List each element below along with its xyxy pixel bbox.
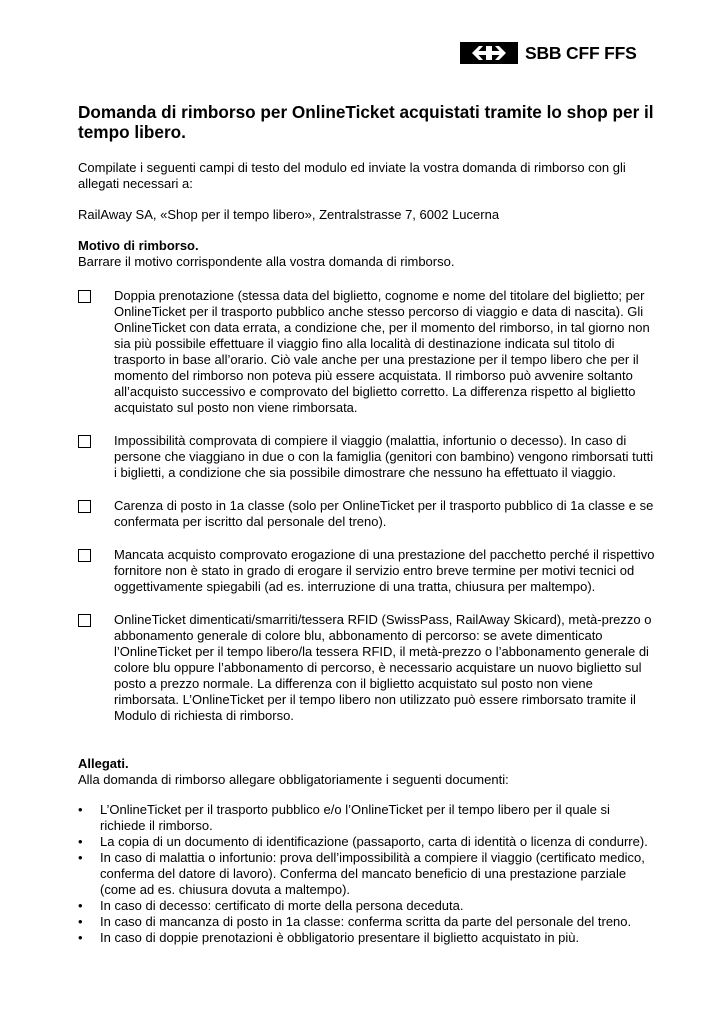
list-item-text: L’OnlineTicket per il trasporto pubblico e/o l’OnlineTicket per il tempo libero per il quale si richiede il rimborso. bbox=[100, 802, 610, 833]
bullet-icon: • bbox=[78, 850, 83, 865]
address-text: RailAway SA, «Shop per il tempo libero», Zentralstrasse 7, 6002 Lucerna bbox=[78, 207, 500, 222]
bullet-icon: • bbox=[78, 898, 83, 913]
list-item bbox=[78, 834, 658, 850]
sbb-arrows-svg bbox=[472, 46, 506, 60]
motivo-heading: Motivo di rimborso. bbox=[78, 238, 199, 253]
option-text: Carenza di posto in 1a classe (solo per OnlineTicket per il trasporto pubblico di 1a classe e se confermata per iscritto dal personale del treno). bbox=[114, 498, 654, 529]
option-doppia-prenotazione bbox=[78, 288, 658, 416]
sbb-logo bbox=[460, 42, 637, 64]
intro-text: Compilate i seguenti campi di testo del modulo ed inviate la vostra domanda di rimborso con gli allegati necessari a: bbox=[78, 160, 626, 191]
option-text: Impossibilità comprovata di compiere il viaggio (malattia, infortunio o decesso). In caso di persone che viaggiano in due o con la famiglia (genitori con bambino) vengono rimborsati tutti i biglietti, a condizione che sia possibile dimostrare che nessuno ha effettuato il viaggio. bbox=[114, 433, 654, 480]
bullet-icon: • bbox=[78, 834, 83, 849]
document-body bbox=[78, 102, 658, 946]
motivo-section bbox=[78, 238, 658, 724]
allegati-section bbox=[78, 756, 658, 946]
bullet-icon: • bbox=[78, 914, 83, 929]
option-impossibilita bbox=[78, 433, 658, 481]
page-title: Domanda di rimborso per OnlineTicket acquistati tramite lo shop per il tempo libero. bbox=[78, 102, 654, 142]
allegati-instruction: Alla domanda di rimborso allegare obbligatoriamente i seguenti documenti: bbox=[78, 772, 509, 787]
bullet-icon: • bbox=[78, 930, 83, 945]
checkbox-carenza-posto[interactable] bbox=[78, 500, 91, 513]
list-item-text: In caso di doppie prenotazioni è obbligatorio presentare il biglietto acquistato in più. bbox=[100, 930, 580, 945]
option-mancata-erogazione bbox=[78, 547, 658, 595]
option-dimenticati bbox=[78, 612, 658, 724]
sbb-logo-text: SBB CFF FFS bbox=[525, 43, 637, 63]
option-carenza-posto bbox=[78, 498, 658, 530]
list-item bbox=[78, 930, 658, 946]
checkbox-impossibilita[interactable] bbox=[78, 435, 91, 448]
list-item bbox=[78, 914, 658, 930]
list-item-text: In caso di decesso: certificato di morte della persona deceduta. bbox=[100, 898, 464, 913]
list-item-text: In caso di mancanza di posto in 1a classe: conferma scritta da parte del personale del treno. bbox=[100, 914, 632, 929]
option-text: Doppia prenotazione (stessa data del biglietto, cognome e nome del titolare del biglietto; per OnlineTicket per il trasporto pubblico anche stesso percorso di viaggio e data di nascita). Gli OnlineTicket con data errata, a condizione che, per il momento del rimborso, in tal giorno non sia più possibile effettuare il viaggio fino alla località di destinazione indicata sul titolo di trasporto in base all’orario. Ciò vale anche per una prestazione per il tempo libero che per il momento del rimborso non poteva più essere acquistata. Il rimborso può avvenire soltanto all’acquisto successivo e comprovato del biglietto corretto. La differenza rispetto al biglietto acquistato sul posto non viene rimborsata. bbox=[114, 288, 650, 415]
sbb-arrows-icon bbox=[460, 42, 518, 64]
bullet-icon: • bbox=[78, 802, 83, 817]
list-item-text: In caso di malattia o infortunio: prova dell’impossibilità a compiere il viaggio (certificato medico, conferma del datore di lavoro). Conferma del mancato beneficio di una prestazione parziale (come ad es. chiusura dovuta a maltempo). bbox=[100, 850, 645, 897]
option-text: OnlineTicket dimenticati/smarriti/tessera RFID (SwissPass, RailAway Skicard), metà-prezzo o abbonamento generale di colore blu, abbonamento di percorso: se avete dimenticato l’OnlineTicket per il tempo libero/la tessera RFID, il metà-prezzo o l’abbonamento generale di colore blu oppure l’abbonamento di percorso, è necessario acquistare un nuovo biglietto sul posto a prezzo normale. La differenza con il biglietto acquistato sul posto non viene rimborsata. L’OnlineTicket per il tempo libero non utilizzato può essere rimborsato tramite il Modulo di richiesta di rimborso. bbox=[114, 612, 652, 723]
allegati-heading: Allegati. bbox=[78, 756, 129, 771]
checkbox-doppia-prenotazione[interactable] bbox=[78, 290, 91, 303]
list-item bbox=[78, 802, 658, 834]
allegati-list bbox=[78, 802, 658, 946]
option-text: Mancata acquisto comprovato erogazione di una prestazione del pacchetto perché il rispettivo fornitore non è stato in grado di erogare il servizio entro breve termine per motivi tecnici od oggettivamente spiegabili (ad es. interruzione di una tratta, chiusura per maltempo). bbox=[114, 547, 655, 594]
checkbox-dimenticati[interactable] bbox=[78, 614, 91, 627]
motivo-instruction: Barrare il motivo corrispondente alla vostra domanda di rimborso. bbox=[78, 254, 455, 269]
list-item bbox=[78, 850, 658, 898]
list-item-text: La copia di un documento di identificazione (passaporto, carta di identità o licenza di condurre). bbox=[100, 834, 648, 849]
list-item bbox=[78, 898, 658, 914]
checkbox-mancata-erogazione[interactable] bbox=[78, 549, 91, 562]
